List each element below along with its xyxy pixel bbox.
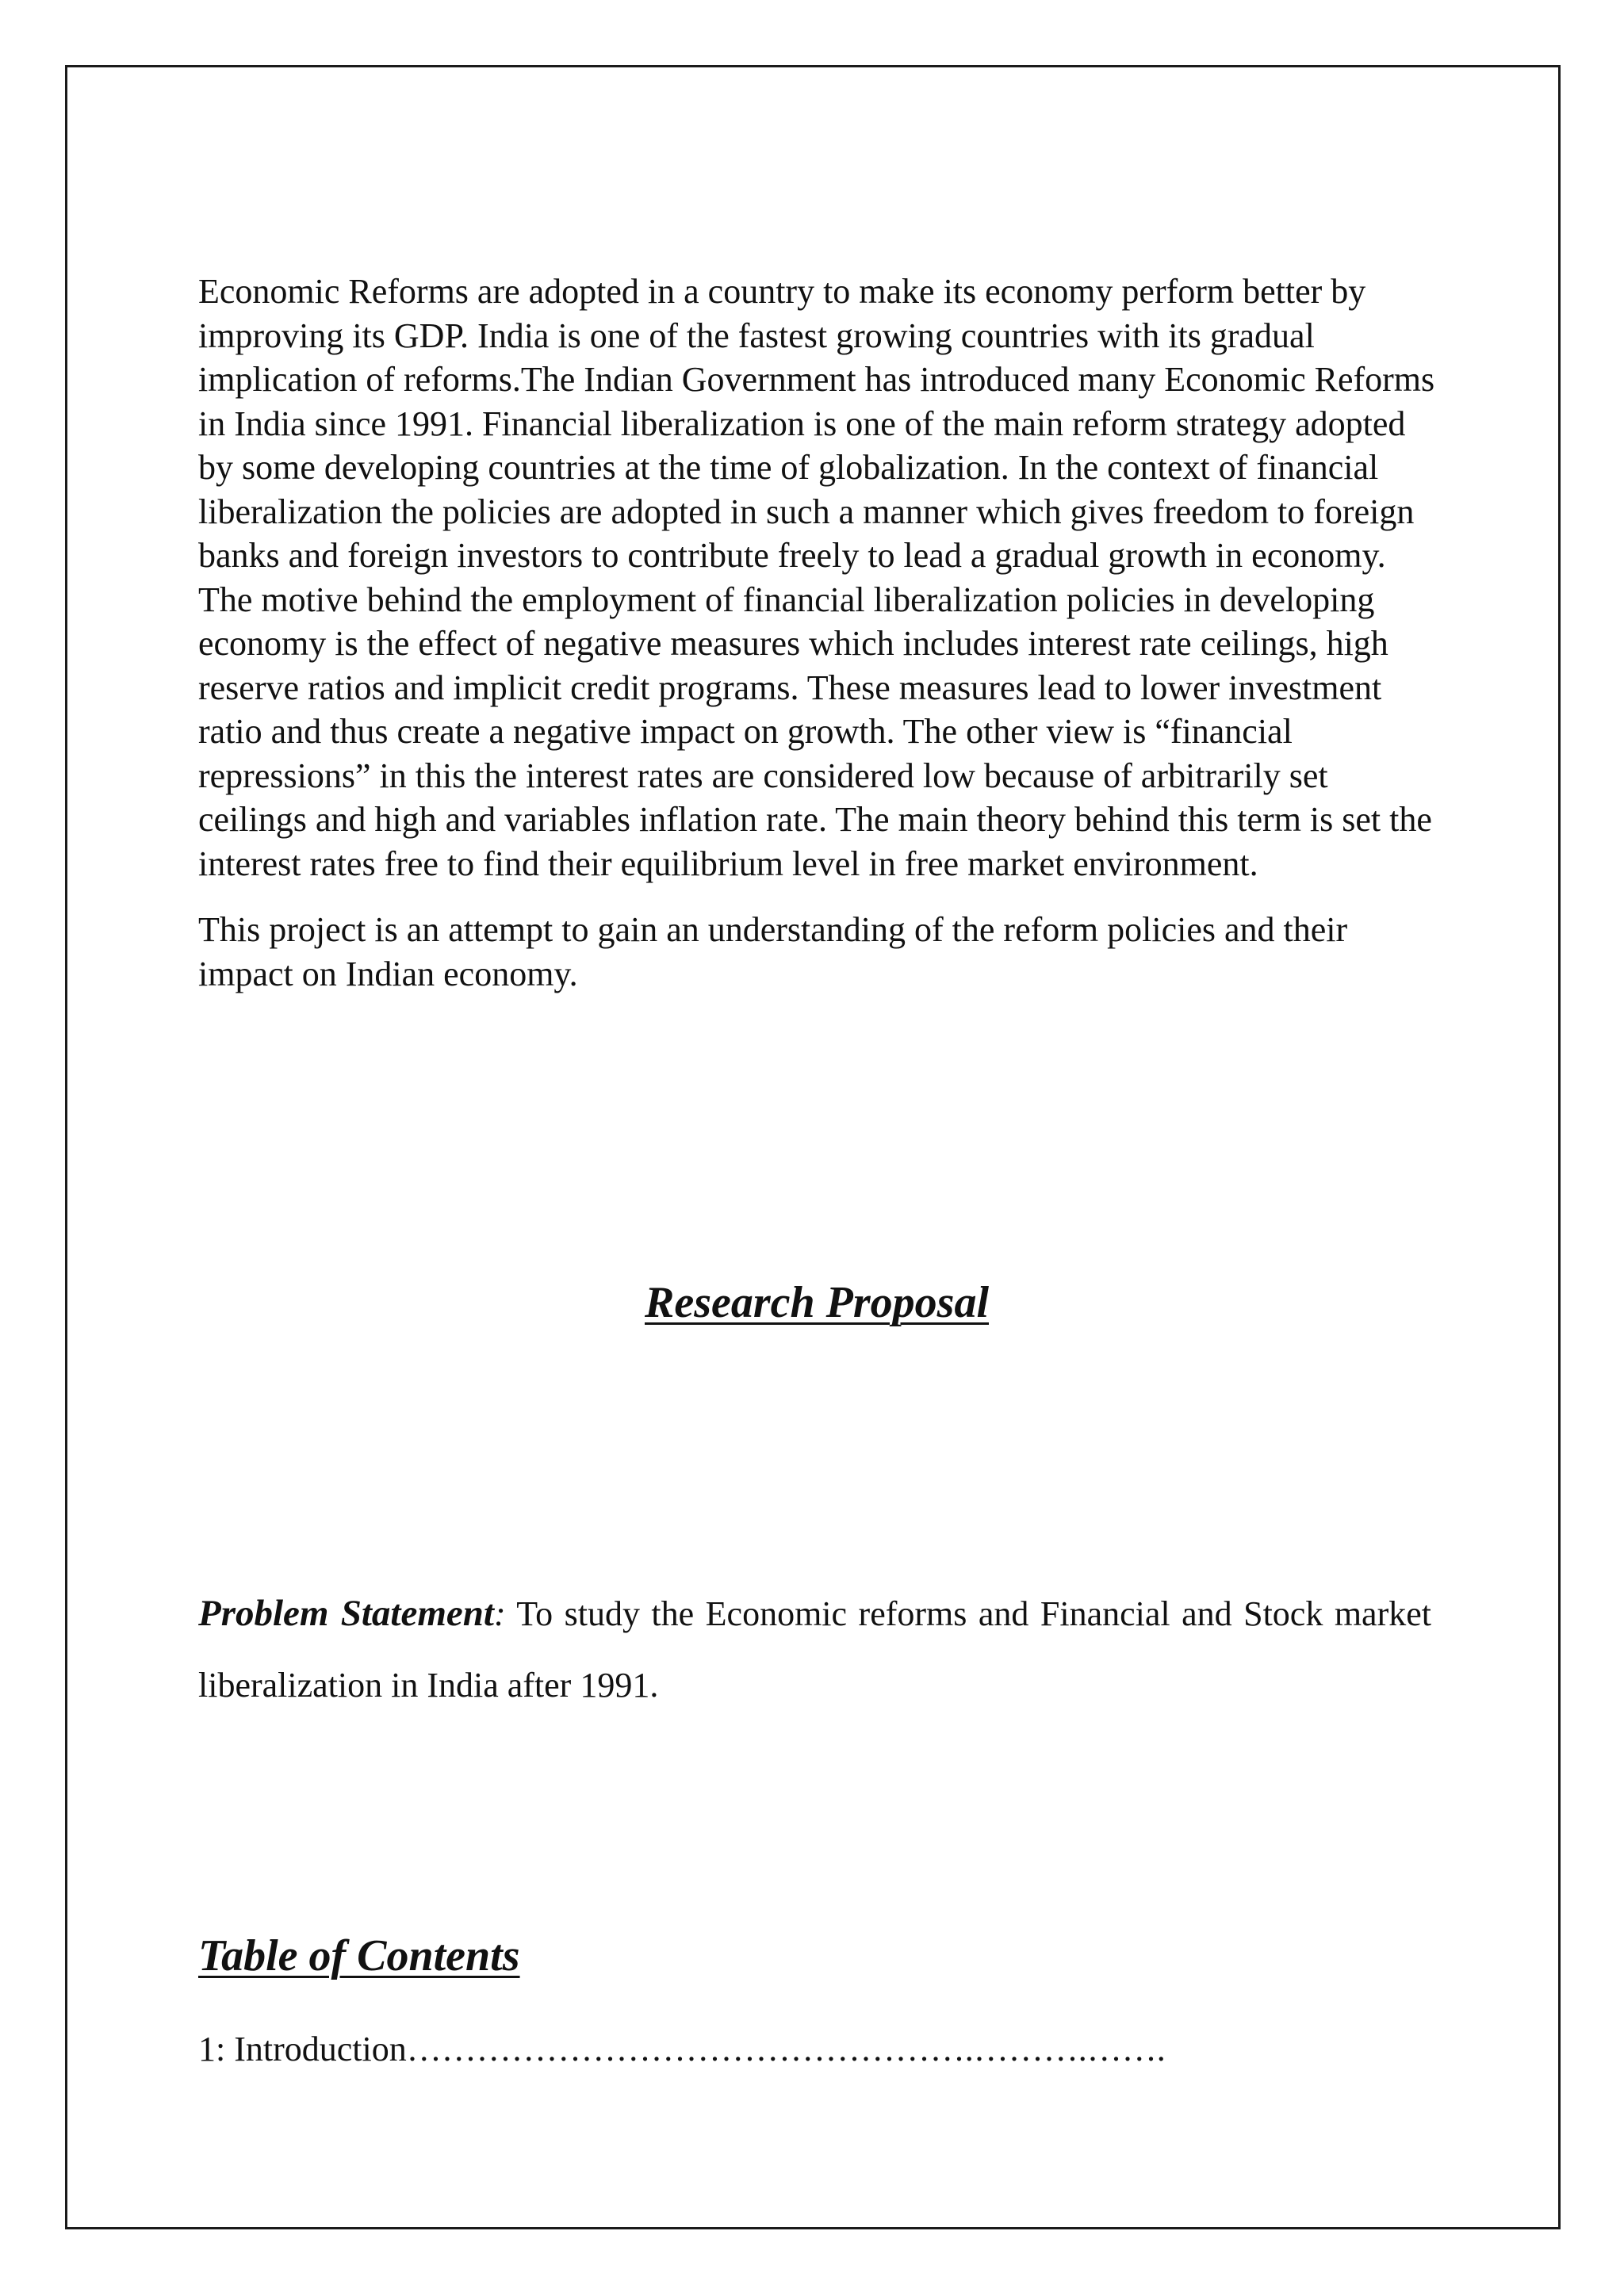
problem-statement-text: To study the Economic reforms and Financial and Stock market liberalization in India after 1991.: [198, 1594, 1431, 1705]
table-of-contents-heading-text: Table of Contents: [198, 1931, 520, 1980]
problem-statement: [198, 1578, 1431, 1721]
problem-statement-label: Problem Statement: [198, 1593, 494, 1634]
intro-paragraph: Economic Reforms are adopted in a country to make its economy perform better by improving its GDP. India is one of the fastest growing countries with its gradual implication of reforms.The Indian Government has introduced many Economic Reforms in India since 1991. Financial liberalization is one of the main reform strategy adopted by some developing countries at the time of globalization. In the context of financial liberalization the policies are adopted in such a manner which gives freedom to foreign banks and foreign investors to contribute freely to lead a gradual growth in economy. The motive behind the employment of financial liberalization policies in developing economy is the effect of negative measures which includes interest rate ceilings, high reserve ratios and implicit credit programs. These measures lead to lower investment ratio and thus create a negative impact on growth. The other view is “financial repressions” in this the interest rates are considered low because of arbitrarily set ceilings and high and variables inflation rate. The main theory behind this term is set the interest rates free to find their equilibrium level in free market environment.: [198, 272, 1435, 883]
table-of-contents-heading: [198, 1928, 520, 1984]
intro-paragraph: This project is an attempt to gain an understanding of the reform policies and their impact on Indian economy.: [198, 910, 1348, 993]
toc-entry: 1: Introduction………………………………………….……….…….: [198, 2030, 1166, 2068]
research-proposal-heading: [198, 1275, 1435, 1330]
problem-statement-colon: :: [493, 1594, 506, 1633]
introduction-section: [198, 270, 1435, 996]
research-proposal-heading-text: Research Proposal: [645, 1278, 989, 1327]
